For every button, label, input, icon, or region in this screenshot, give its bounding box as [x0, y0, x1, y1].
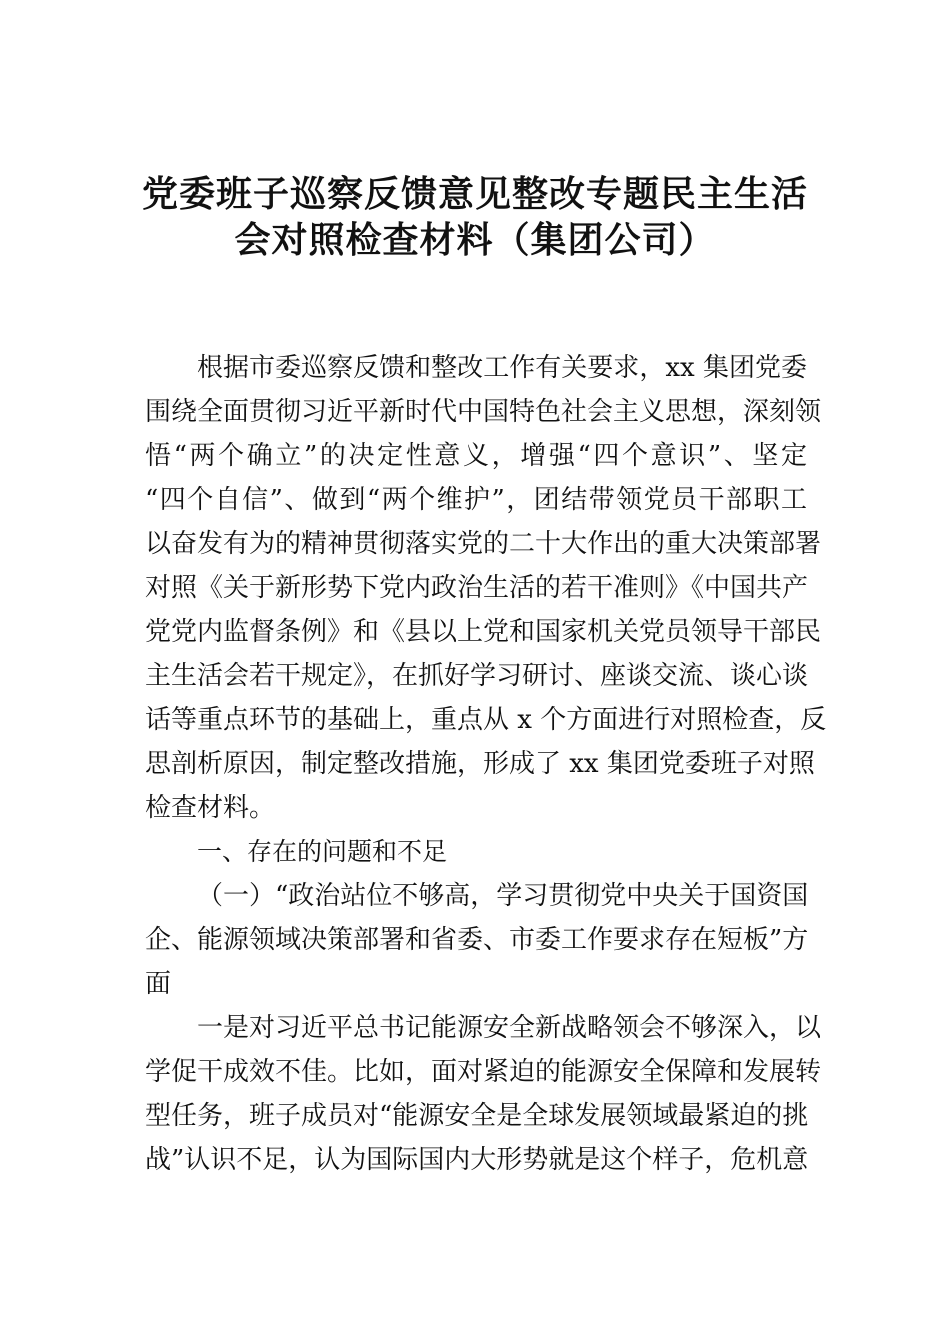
intro-line-10: 思剖析原因，制定整改措施，形成了 xx 集团党委班子对照 [145, 749, 815, 779]
body-line-4: 战”认识不足，认为国际国内大形势就是这个样子，危机意 [145, 1145, 809, 1175]
intro-line-6: 对照《关于新形势下党内政治生活的若干准则》《中国共产 [145, 573, 809, 603]
subsection-line-2: 企、能源领域决策部署和省委、市委工作要求存在短板”方 [145, 925, 809, 955]
intro-line-4: “四个自信”、做到“两个维护”，团结带领党员干部职工 [145, 485, 807, 515]
intro-line-11: 检查材料。 [145, 793, 276, 823]
intro-line-3: 悟“两个确立”的决定性意义，增强“四个意识”、坚定 [145, 441, 807, 471]
intro-line-7: 党党内监督条例》和《县以上党和国家机关党员领导干部民 [145, 617, 822, 647]
body-line-1: 一是对习近平总书记能源安全新战略领会不够深入，以 [197, 1013, 822, 1043]
body-line-2: 学促干成效不佳。比如，面对紧迫的能源安全保障和发展转 [145, 1057, 822, 1087]
intro-line-5: 以奋发有为的精神贯彻落实党的二十大作出的重大决策部署 [145, 529, 822, 559]
intro-line-2: 围绕全面贯彻习近平新时代中国特色社会主义思想，深刻领 [145, 397, 822, 427]
document-title-line-2: 会对照检查材料（集团公司） [234, 219, 716, 261]
intro-line-8: 主生活会若干规定》，在抓好学习研讨、座谈交流、谈心谈 [145, 661, 809, 691]
intro-line-9: 话等重点环节的基础上，重点从 x 个方面进行对照检查，反 [145, 705, 827, 735]
subsection-line-1: （一）“政治站位不够高，学习贯彻党中央关于国资国 [197, 881, 809, 911]
document-title-line-1: 党委班子巡察反馈意见整改专题民主生活 [141, 173, 808, 215]
section-heading: 一、存在的问题和不足 [197, 837, 448, 866]
intro-line-1: 根据市委巡察反馈和整改工作有关要求，xx 集团党委 [197, 353, 807, 383]
body-line-3: 型任务，班子成员对“能源安全是全球发展领域最紧迫的挑 [145, 1101, 809, 1131]
subsection-line-3: 面 [145, 969, 172, 999]
